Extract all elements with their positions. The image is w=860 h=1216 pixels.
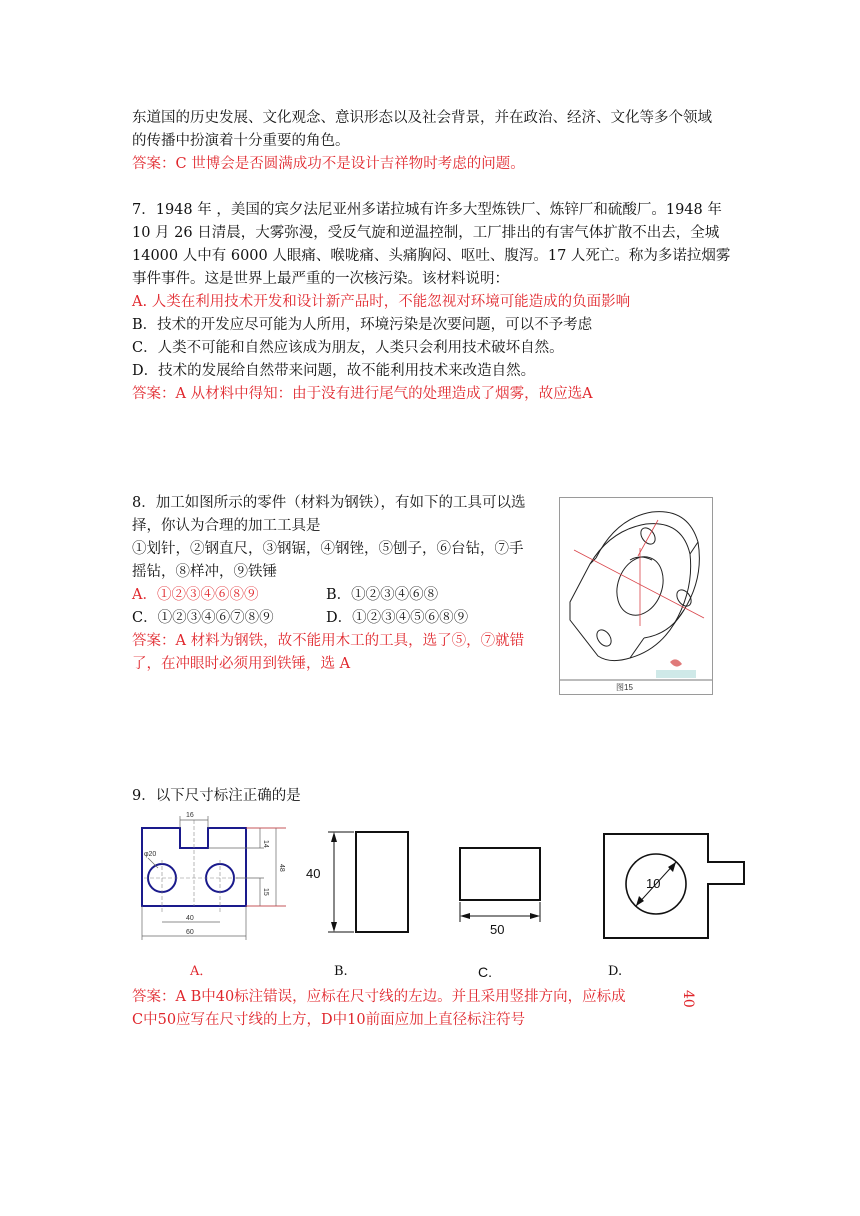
q9-figure-b xyxy=(300,822,420,946)
q9d-dim-10: 10 xyxy=(646,876,661,891)
q9-figure-a xyxy=(130,806,298,948)
q9a-dim-15: 15 xyxy=(262,888,269,896)
q9c-dim-50: 50 xyxy=(490,922,505,936)
q8-option-c: C．①②③④⑥⑦⑧⑨ xyxy=(132,610,274,626)
q9-figure-d xyxy=(598,826,750,946)
q8-answer-line-2: 了，在冲眼时必须用到铁锤，选 A xyxy=(132,656,351,672)
q9a-dim-14: 14 xyxy=(262,840,269,848)
intro-answer: 答案：C 世博会是否圆满成功不是设计吉祥物时考虑的问题。 xyxy=(132,156,525,172)
q7-option-a: A. 人类在利用技术开发和设计新产品时，不能忽视对环境可能造成的负面影响 xyxy=(132,294,631,310)
q9a-dim-40: 40 xyxy=(186,915,194,922)
q7-line-3: 14000 人中有 6000 人眼痛、喉咙痛、头痛胸闷、呕吐、腹泻。17 人死亡。称为多诺拉烟雾 xyxy=(132,248,731,264)
q7-line-1: 7．1948 年 ，美国的宾夕法尼亚州多诺拉城有许多大型炼铁厂、炼锌厂和硫酸厂。1948 年 xyxy=(132,202,722,218)
q9a-dim-48: 48 xyxy=(278,864,285,872)
q9-label-c: C. xyxy=(478,964,492,980)
q7-answer: 答案：A 从材料中得知：由于没有进行尾气的处理造成了烟雾，故应选A xyxy=(132,386,593,402)
q9a-dim-16: 16 xyxy=(186,812,194,819)
q8-answer-line-1: 答案：A 材料为钢铁，故不能用木工的工具，选了⑤，⑦就错 xyxy=(132,633,525,649)
q7-option-c: C．人类不可能和自然应该成为朋友，人类只会利用技术破坏自然。 xyxy=(132,340,564,356)
q9-figure-d-drawing xyxy=(598,826,750,946)
q8-line-3: ①划针，②钢直尺，③钢锯，④钢锉，⑤刨子，⑥台钻，⑦手 xyxy=(132,541,524,557)
q9-answer-rotated-40: 40 xyxy=(680,990,696,1008)
q9-figure-c xyxy=(450,840,550,936)
q8-line-2: 择，你认为合理的加工工具是 xyxy=(132,518,321,534)
q9-label-d: D. xyxy=(608,964,623,979)
q8-part-drawing xyxy=(560,498,712,694)
q7-line-2: 10 月 26 日清晨，大雾弥漫，受反气旋和逆温控制，工厂排出的有害气体扩散不出去，全城 xyxy=(132,225,720,241)
intro-line-1: 东道国的历史发展、文化观念、意识形态以及社会背景，并在政治、经济、文化等多个领域 xyxy=(132,110,712,126)
q8-option-d: D．①②③④⑤⑥⑧⑨ xyxy=(326,610,469,626)
q9a-dim-phi20: φ20 xyxy=(144,851,157,858)
q8-part-figure xyxy=(559,497,713,695)
q9-label-a: A． xyxy=(190,964,213,979)
q9-stem: 9．以下尺寸标注正确的是 xyxy=(132,788,301,804)
q7-option-b: B．技术的开发应尽可能为人所用，环境污染是次要问题，可以不予考虑 xyxy=(132,317,593,333)
q9-answer-line-1: 答案：A B中40标注错误，应标在尺寸线的左边。并且采用竖排方向，应标成 xyxy=(132,989,626,1005)
q9-figure-c-drawing xyxy=(450,840,550,936)
q9-figure-b-drawing xyxy=(300,822,420,946)
q9-answer-line-2: C中50应写在尺寸线的上方，D中10前面应加上直径标注符号 xyxy=(132,1012,526,1028)
q8-line-4: 摇钻，⑧样冲，⑨铁锤 xyxy=(132,564,277,580)
q8-line-1: 8．加工如图所示的零件（材料为钢铁），有如下的工具可以选 xyxy=(132,495,526,511)
q9-figure-a-drawing xyxy=(130,806,298,948)
q8-figure-caption: 图15 xyxy=(616,683,633,692)
q9b-dim-40: 40 xyxy=(306,866,321,881)
intro-line-2: 的传播中扮演着十分重要的角色。 xyxy=(132,133,350,149)
q8-option-b: B．①②③④⑥⑧ xyxy=(326,587,439,603)
q7-line-4: 事件事件。这是世界上最严重的一次核污染。该材料说明： xyxy=(132,271,509,287)
q9-label-b: B. xyxy=(334,964,348,979)
q7-option-d: D．技术的发展给自然带来问题，故不能利用技术来改造自然。 xyxy=(132,363,536,379)
q9a-dim-60: 60 xyxy=(186,929,194,936)
q8-option-a: A．①②③④⑥⑧⑨ xyxy=(132,587,259,603)
